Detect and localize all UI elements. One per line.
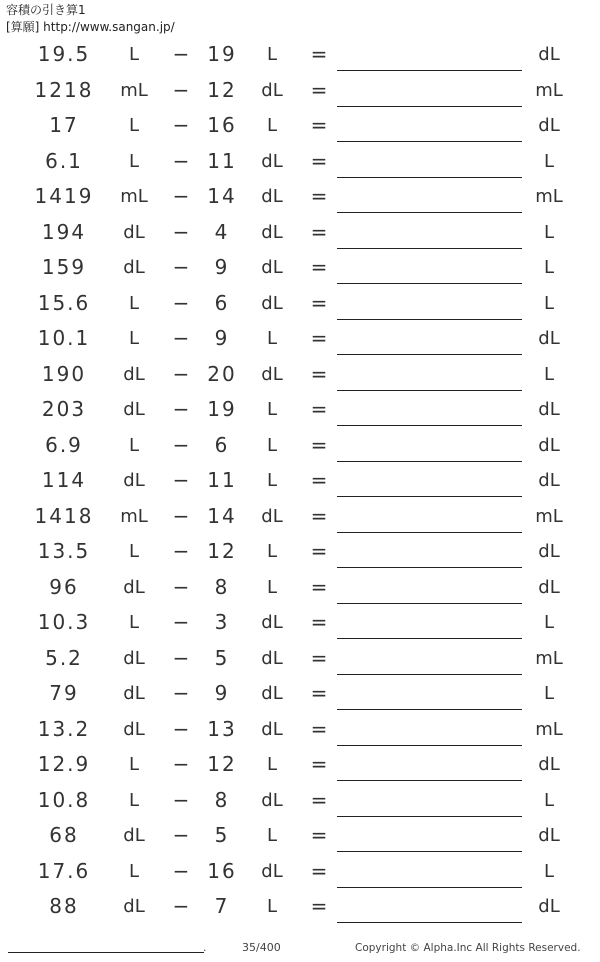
minus-sign: −: [172, 290, 190, 315]
answer-blank[interactable]: [337, 177, 522, 178]
first-value: 5.2: [45, 645, 83, 670]
problem-row: [0, 854, 600, 890]
first-value: 13.5: [37, 539, 91, 563]
problem-row: [0, 392, 600, 428]
problem-row: [0, 37, 600, 73]
footer: [0, 938, 600, 958]
result-unit: mL: [535, 79, 563, 101]
problem-row: [0, 676, 600, 712]
problem-row: [0, 534, 600, 570]
minus-sign: −: [172, 397, 190, 421]
second-value: 16: [207, 858, 237, 883]
minus-sign: −: [172, 468, 190, 492]
second-value: 19: [207, 42, 237, 66]
result-unit: L: [543, 257, 555, 278]
first-unit: dL: [123, 718, 145, 740]
answer-blank[interactable]: [337, 922, 522, 923]
minus-sign: −: [172, 610, 190, 634]
first-value: 10.3: [37, 610, 91, 634]
second-value: 13: [207, 716, 237, 741]
second-unit: dL: [261, 292, 283, 314]
problem-row: [0, 463, 600, 499]
first-unit: L: [128, 328, 140, 349]
first-value: 88: [49, 894, 79, 918]
first-value: 159: [41, 255, 87, 279]
problem-row: [0, 747, 600, 783]
first-unit: L: [128, 754, 140, 775]
first-unit: L: [128, 150, 140, 172]
minus-sign: −: [172, 184, 190, 208]
answer-blank[interactable]: [337, 212, 522, 213]
first-unit: L: [128, 434, 140, 456]
problem-row: [0, 357, 600, 393]
result-unit: dL: [538, 470, 560, 491]
equals-sign: =: [310, 574, 328, 599]
second-unit: L: [266, 328, 278, 349]
first-unit: dL: [123, 257, 145, 278]
equals-sign: =: [310, 397, 328, 421]
first-value: 17.6: [37, 858, 91, 883]
second-value: 12: [207, 539, 237, 563]
problem-row: [0, 499, 600, 535]
second-value: 11: [207, 148, 237, 173]
minus-sign: −: [172, 361, 190, 386]
first-value: 15.6: [37, 290, 91, 315]
equals-sign: =: [310, 610, 328, 634]
equals-sign: =: [310, 326, 328, 350]
answer-blank[interactable]: [337, 319, 522, 320]
result-unit: mL: [535, 505, 563, 527]
result-unit: mL: [535, 186, 563, 207]
second-unit: L: [266, 399, 278, 420]
first-unit: L: [128, 44, 140, 65]
result-unit: L: [543, 150, 555, 172]
problem-row: [0, 605, 600, 641]
first-unit: dL: [123, 576, 145, 598]
first-unit: mL: [120, 79, 148, 101]
equals-sign: =: [310, 468, 328, 492]
problem-row: [0, 428, 600, 464]
problem-row: [0, 889, 600, 925]
result-unit: dL: [538, 541, 560, 562]
first-value: 10.1: [37, 326, 91, 350]
equals-sign: =: [310, 787, 328, 812]
second-unit: dL: [261, 612, 283, 633]
second-unit: L: [266, 754, 278, 775]
answer-blank[interactable]: [337, 674, 522, 675]
first-unit: mL: [120, 186, 148, 207]
equals-sign: =: [310, 255, 328, 279]
second-unit: dL: [261, 683, 283, 704]
equals-sign: =: [310, 77, 328, 102]
minus-sign: −: [172, 574, 190, 599]
problem-row: [0, 641, 600, 677]
second-value: 9: [214, 326, 230, 350]
result-unit: L: [543, 292, 555, 314]
second-unit: L: [266, 434, 278, 456]
answer-blank[interactable]: [337, 638, 522, 639]
second-value: 14: [207, 184, 237, 208]
second-value: 9: [214, 681, 230, 705]
problem-row: [0, 818, 600, 854]
name-underline: [8, 952, 204, 953]
first-unit: dL: [123, 896, 145, 917]
result-unit: dL: [538, 825, 560, 846]
answer-blank[interactable]: [337, 603, 522, 604]
minus-sign: −: [172, 42, 190, 66]
first-unit: dL: [123, 683, 145, 704]
minus-sign: −: [172, 255, 190, 279]
answer-blank[interactable]: [337, 354, 522, 355]
page-number: 35/400: [242, 941, 281, 954]
first-value: 6.9: [45, 432, 83, 457]
first-unit: dL: [123, 825, 145, 846]
second-value: 14: [207, 503, 237, 528]
result-unit: L: [543, 789, 555, 811]
second-value: 8: [214, 787, 230, 812]
equals-sign: =: [310, 716, 328, 741]
second-value: 9: [214, 255, 230, 279]
equals-sign: =: [310, 219, 328, 244]
second-unit: dL: [261, 505, 283, 527]
second-unit: dL: [261, 789, 283, 811]
second-unit: L: [266, 44, 278, 65]
result-unit: dL: [538, 754, 560, 775]
equals-sign: =: [310, 539, 328, 563]
result-unit: dL: [538, 896, 560, 917]
minus-sign: −: [172, 894, 190, 918]
minus-sign: −: [172, 219, 190, 244]
first-unit: dL: [123, 399, 145, 420]
first-value: 10.8: [37, 787, 91, 812]
minus-sign: −: [172, 823, 190, 847]
answer-blank[interactable]: [337, 887, 522, 888]
problem-list: [0, 37, 600, 925]
second-value: 8: [214, 574, 230, 599]
equals-sign: =: [310, 823, 328, 847]
equals-sign: =: [310, 184, 328, 208]
answer-blank[interactable]: [337, 70, 522, 71]
footer-dot: .: [203, 941, 207, 954]
equals-sign: =: [310, 290, 328, 315]
second-unit: L: [266, 470, 278, 491]
equals-sign: =: [310, 645, 328, 670]
first-value: 190: [41, 361, 87, 386]
first-value: 17: [49, 113, 79, 137]
minus-sign: −: [172, 113, 190, 137]
answer-blank[interactable]: [337, 816, 522, 817]
answer-blank[interactable]: [337, 461, 522, 462]
problem-row: [0, 712, 600, 748]
result-unit: L: [543, 221, 555, 243]
second-value: 19: [207, 397, 237, 421]
problem-row: [0, 321, 600, 357]
result-unit: L: [543, 860, 555, 882]
equals-sign: =: [310, 752, 328, 776]
first-value: 13.2: [37, 716, 91, 741]
first-unit: L: [128, 115, 140, 136]
problem-row: [0, 215, 600, 251]
first-value: 6.1: [45, 148, 83, 173]
result-unit: mL: [535, 647, 563, 669]
first-unit: dL: [123, 470, 145, 491]
result-unit: L: [543, 612, 555, 633]
problem-row: [0, 286, 600, 322]
second-unit: L: [266, 825, 278, 846]
problem-row: [0, 73, 600, 109]
first-unit: L: [128, 541, 140, 562]
minus-sign: −: [172, 645, 190, 670]
equals-sign: =: [310, 503, 328, 528]
second-unit: dL: [261, 79, 283, 101]
result-unit: dL: [538, 576, 560, 598]
minus-sign: −: [172, 148, 190, 173]
first-value: 114: [41, 468, 87, 492]
equals-sign: =: [310, 148, 328, 173]
second-value: 7: [214, 894, 230, 918]
second-value: 5: [214, 823, 230, 847]
first-value: 1218: [34, 77, 94, 102]
answer-blank[interactable]: [337, 780, 522, 781]
second-value: 4: [214, 219, 230, 244]
worksheet-header: [6, 2, 175, 36]
answer-blank[interactable]: [337, 745, 522, 746]
result-unit: L: [543, 363, 555, 385]
equals-sign: =: [310, 361, 328, 386]
first-value: 79: [49, 681, 79, 705]
second-unit: dL: [261, 257, 283, 278]
first-value: 19.5: [37, 42, 91, 66]
second-value: 16: [207, 113, 237, 137]
first-unit: dL: [123, 363, 145, 385]
equals-sign: =: [310, 432, 328, 457]
second-unit: L: [266, 541, 278, 562]
second-unit: dL: [261, 363, 283, 385]
second-value: 20: [207, 361, 237, 386]
second-unit: L: [266, 896, 278, 917]
problem-row: [0, 570, 600, 606]
answer-blank[interactable]: [337, 532, 522, 533]
minus-sign: −: [172, 503, 190, 528]
first-unit: L: [128, 292, 140, 314]
answer-blank[interactable]: [337, 248, 522, 249]
second-value: 12: [207, 752, 237, 776]
first-unit: mL: [120, 505, 148, 527]
second-value: 11: [207, 468, 237, 492]
result-unit: L: [543, 683, 555, 704]
first-unit: L: [128, 612, 140, 633]
second-unit: L: [266, 576, 278, 598]
equals-sign: =: [310, 894, 328, 918]
result-unit: dL: [538, 44, 560, 65]
answer-blank[interactable]: [337, 106, 522, 107]
problem-row: [0, 250, 600, 286]
second-unit: dL: [261, 150, 283, 172]
equals-sign: =: [310, 42, 328, 66]
minus-sign: −: [172, 787, 190, 812]
minus-sign: −: [172, 432, 190, 457]
first-value: 96: [49, 574, 79, 599]
result-unit: dL: [538, 434, 560, 456]
problem-row: [0, 108, 600, 144]
result-unit: mL: [535, 718, 563, 740]
first-value: 1418: [34, 503, 94, 528]
equals-sign: =: [310, 681, 328, 705]
first-unit: L: [128, 789, 140, 811]
minus-sign: −: [172, 716, 190, 741]
first-value: 203: [41, 397, 87, 421]
equals-sign: =: [310, 858, 328, 883]
minus-sign: −: [172, 752, 190, 776]
answer-blank[interactable]: [337, 390, 522, 391]
answer-blank[interactable]: [337, 141, 522, 142]
answer-blank[interactable]: [337, 496, 522, 497]
second-unit: dL: [261, 221, 283, 243]
second-value: 3: [214, 610, 230, 634]
first-unit: dL: [123, 647, 145, 669]
result-unit: dL: [538, 115, 560, 136]
copyright: Copyright © Alpha.Inc All Rights Reserved.: [355, 942, 581, 954]
minus-sign: −: [172, 539, 190, 563]
first-unit: dL: [123, 221, 145, 243]
second-value: 5: [214, 645, 230, 670]
answer-blank[interactable]: [337, 851, 522, 852]
result-unit: dL: [538, 399, 560, 420]
worksheet-title: 容積の引き算1: [6, 3, 86, 17]
first-value: 1419: [34, 184, 94, 208]
first-value: 194: [41, 219, 87, 244]
second-unit: dL: [261, 186, 283, 207]
answer-blank[interactable]: [337, 283, 522, 284]
result-unit: dL: [538, 328, 560, 349]
problem-row: [0, 144, 600, 180]
minus-sign: −: [172, 326, 190, 350]
minus-sign: −: [172, 681, 190, 705]
answer-blank[interactable]: [337, 709, 522, 710]
answer-blank[interactable]: [337, 567, 522, 568]
second-unit: L: [266, 115, 278, 136]
equals-sign: =: [310, 113, 328, 137]
second-value: 6: [214, 432, 230, 457]
second-value: 6: [214, 290, 230, 315]
first-value: 12.9: [37, 752, 91, 776]
second-unit: dL: [261, 718, 283, 740]
second-unit: dL: [261, 860, 283, 882]
first-unit: L: [128, 860, 140, 882]
first-value: 68: [49, 823, 79, 847]
problem-row: [0, 783, 600, 819]
second-value: 12: [207, 77, 237, 102]
minus-sign: −: [172, 858, 190, 883]
site-link[interactable]: [算願] http://www.sangan.jp/: [6, 20, 175, 34]
problem-row: [0, 179, 600, 215]
second-unit: dL: [261, 647, 283, 669]
minus-sign: −: [172, 77, 190, 102]
answer-blank[interactable]: [337, 425, 522, 426]
